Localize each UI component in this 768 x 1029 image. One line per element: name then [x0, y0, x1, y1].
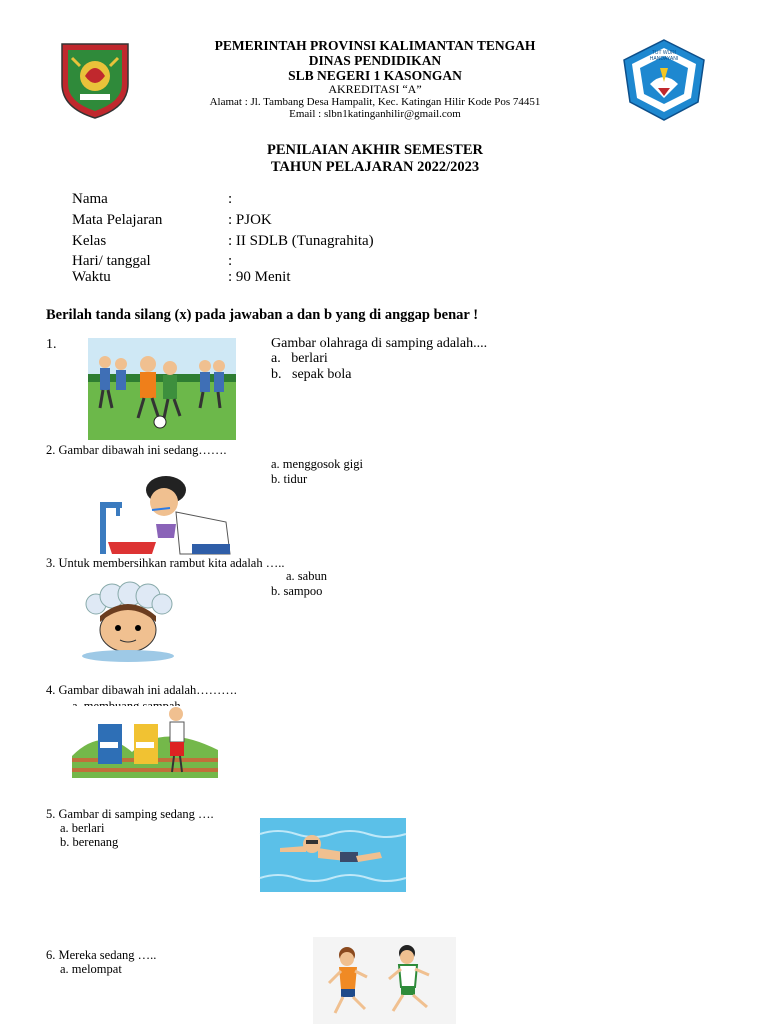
exam-year: TAHUN PELAJARAN 2022/2023: [270, 159, 480, 175]
header-line-3: SLB NEGERI 1 KASONGAN: [288, 68, 462, 83]
question-3-option-b: b. sampoo: [271, 584, 323, 598]
question-3-option-a: a. sabun: [286, 569, 327, 583]
question-1-text: Gambar olahraga di samping adalah....: [271, 336, 488, 351]
question-5-option-b: b. berenang: [60, 835, 119, 849]
washing-hair-image: [76, 582, 180, 664]
throwing-trash-image: [72, 706, 218, 778]
question-2-option-a: a. menggosok gigi: [271, 457, 364, 471]
question-1-option-b: b. sepak bola: [271, 367, 352, 382]
question-6-option-a: a. melompat: [60, 962, 122, 976]
question-2-option-b: b. tidur: [271, 472, 308, 486]
question-3-text: 3. Untuk membersihkan rambut kita adalah …..: [46, 556, 285, 570]
info-value-date: :: [228, 253, 233, 269]
question-6-text: 6. Mereka sedang …..: [46, 948, 157, 962]
soccer-players-image: [88, 338, 236, 440]
info-value-name: :: [228, 191, 233, 207]
info-label-subject: Mata Pelajaran: [72, 212, 163, 228]
info-label-time: Waktu: [72, 269, 111, 285]
brushing-teeth-image: [96, 472, 230, 554]
question-1-option-a: a. berlari: [271, 351, 328, 366]
question-5-text: 5. Gambar di samping sedang ….: [46, 807, 214, 821]
swimming-image: [260, 818, 406, 892]
header-line-1: PEMERINTAH PROVINSI KALIMANTAN TENGAH: [214, 38, 536, 53]
question-2-text: 2. Gambar dibawah ini sedang…….: [46, 443, 227, 457]
header-line-2: DINAS PENDIDIKAN: [308, 53, 442, 68]
header-accreditation: AKREDITASI “A”: [328, 82, 422, 96]
exam-title: PENILAIAN AKHIR SEMESTER: [267, 142, 483, 158]
info-value-class: : II SDLB (Tunagrahita): [228, 233, 374, 249]
info-value-subject: : PJOK: [228, 212, 272, 228]
question-5-option-a: a. berlari: [60, 821, 105, 835]
header-address: Alamat : Jl. Tambang Desa Hampalit, Kec. Katingan Hilir Kode Pos 74451: [209, 96, 541, 108]
logo-caption: TUT WURI HANDAYANI: [649, 50, 679, 62]
question-1-number: 1.: [46, 337, 57, 352]
info-label-class: Kelas: [72, 233, 107, 249]
info-label-name: Nama: [72, 191, 108, 207]
provincial-emblem-logo: [58, 40, 132, 120]
question-4-text: 4. Gambar dibawah ini adalah……….: [46, 683, 237, 697]
info-value-time: : 90 Menit: [228, 269, 291, 285]
tut-wuri-handayani-logo: [620, 38, 708, 122]
info-label-date: Hari/ tanggal: [72, 253, 151, 269]
instruction-text: Berilah tanda silang (x) pada jawaban a dan b yang di anggap benar !: [46, 307, 479, 323]
running-children-image: [313, 937, 456, 1024]
header-email: Email : slbn1katinganhilir@gmail.com: [289, 108, 461, 120]
question-4-option-a-clip: [72, 697, 181, 702]
